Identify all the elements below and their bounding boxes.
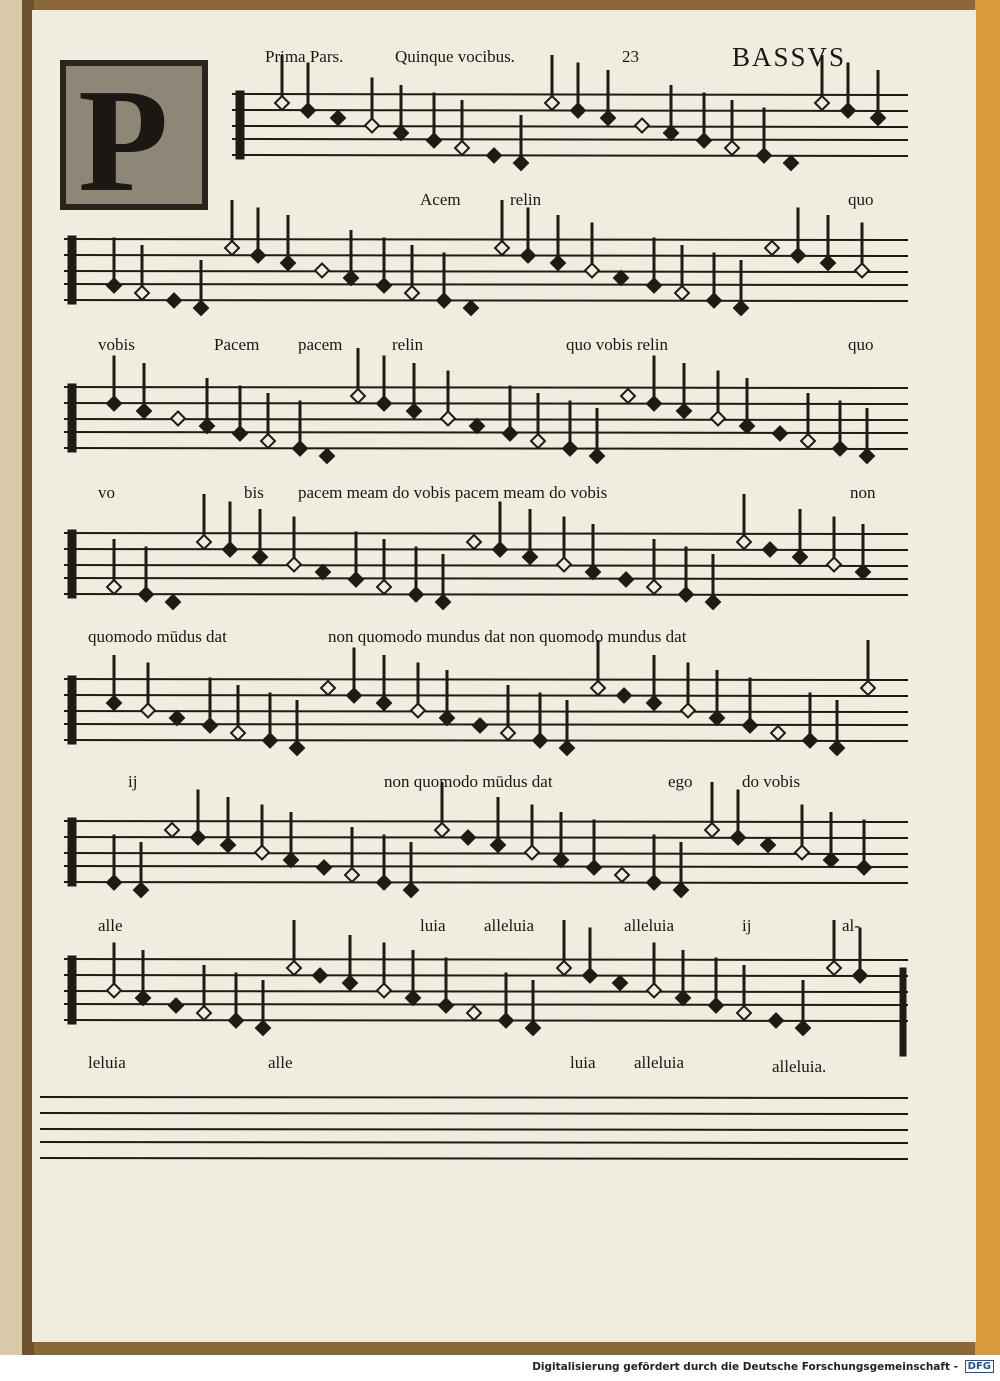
staff-line xyxy=(232,155,908,156)
staff-line xyxy=(64,419,908,420)
staff-line xyxy=(64,565,908,566)
lyric-syllable: ego xyxy=(668,772,693,791)
staff-line xyxy=(64,991,908,992)
staff-line xyxy=(64,284,908,285)
lyric-syllable: alleluia xyxy=(634,1053,685,1072)
lyric-syllable: non quomodo mūdus dat xyxy=(384,772,553,791)
lyric-syllable: alleluia xyxy=(484,916,535,935)
lyric-syllable: quo vobis relin xyxy=(566,335,668,354)
lyric-syllable: vo xyxy=(98,483,115,502)
staff-line xyxy=(64,975,908,976)
staff-line xyxy=(64,549,908,550)
staff-line xyxy=(64,821,908,822)
lyric-syllable: non quomodo mundus dat non quomodo mundus dat xyxy=(328,627,687,646)
lyric-syllable: pacem xyxy=(298,335,343,354)
lyric-syllable: luia xyxy=(570,1053,596,1072)
staff-line xyxy=(64,853,908,854)
lyric-syllable: relin xyxy=(392,335,424,354)
staff-line xyxy=(64,882,908,883)
lyric-syllable: Pacem xyxy=(214,335,260,354)
lyric-syllable: ij xyxy=(128,772,138,791)
staff-line xyxy=(64,255,908,256)
clef-icon xyxy=(68,236,76,304)
staff-line xyxy=(232,139,908,140)
staff-line xyxy=(64,594,908,595)
lyric-syllable: alleluia xyxy=(624,916,675,935)
decorated-initial xyxy=(60,59,208,223)
clef-icon xyxy=(236,91,244,159)
clef-icon xyxy=(68,384,76,452)
clef-icon xyxy=(68,530,76,598)
staff-line xyxy=(64,448,908,449)
staff-line xyxy=(64,533,908,534)
staff-line xyxy=(40,1158,908,1159)
lyric-syllable: bis xyxy=(244,483,264,502)
lyric-syllable: quo xyxy=(848,335,874,354)
lyric-syllable: do vobis xyxy=(742,772,801,791)
staff-line xyxy=(40,1113,908,1114)
staff-line xyxy=(64,711,908,712)
lyric-syllable: quomodo mūdus dat xyxy=(88,627,227,646)
lyric-syllable: non xyxy=(850,483,876,502)
lyric-syllable: al- xyxy=(842,916,860,935)
lyric-syllable: alle xyxy=(98,916,123,935)
staff-line xyxy=(64,578,908,579)
staff-line xyxy=(40,1097,908,1098)
staff-line xyxy=(40,1142,908,1143)
staff-line xyxy=(232,126,908,127)
staff-line xyxy=(64,1004,908,1005)
digitization-footer xyxy=(0,1355,1000,1381)
clef-icon xyxy=(68,818,76,886)
lyric-syllable: leluia xyxy=(88,1053,126,1072)
staff-line xyxy=(64,959,908,960)
staff-line xyxy=(64,239,908,240)
clef-icon xyxy=(68,956,76,1024)
pars-label: Prima Pars. xyxy=(265,47,344,66)
initial-letter: P xyxy=(78,59,169,223)
lyric-syllable: quo xyxy=(848,190,874,209)
lyric-syllable: ij xyxy=(742,916,752,935)
lyric-syllable: Acem xyxy=(420,190,461,209)
lyric-syllable: relin xyxy=(510,190,542,209)
lyric-syllable: vobis xyxy=(98,335,135,354)
staff-line xyxy=(64,271,908,272)
footer-credit: Digitalisierung gefördert durch die Deutsche Forschungsgemeinschaft - xyxy=(532,1361,958,1373)
staff-line xyxy=(64,300,908,301)
clef-icon xyxy=(68,676,76,744)
lyric-syllable: pacem meam do vobis pacem meam do vobis xyxy=(298,483,608,502)
final-barline xyxy=(900,968,906,1056)
voices-label: Quinque vocibus. xyxy=(395,47,515,66)
staff-line xyxy=(40,1129,908,1130)
page-number: 23 xyxy=(622,47,639,66)
lyric-syllable: alleluia. xyxy=(772,1057,827,1076)
voice-part-title: BASSVS xyxy=(732,42,847,72)
staff-line xyxy=(64,403,908,404)
staff-line xyxy=(64,695,908,696)
staff-line xyxy=(64,740,908,741)
staff-line xyxy=(232,94,908,95)
dfg-logo: DFG xyxy=(965,1360,994,1373)
lyric-syllable: alle xyxy=(268,1053,293,1072)
staff-line xyxy=(64,679,908,680)
staff-line xyxy=(64,387,908,388)
staff-line xyxy=(64,866,908,867)
lyric-syllable: luia xyxy=(420,916,446,935)
